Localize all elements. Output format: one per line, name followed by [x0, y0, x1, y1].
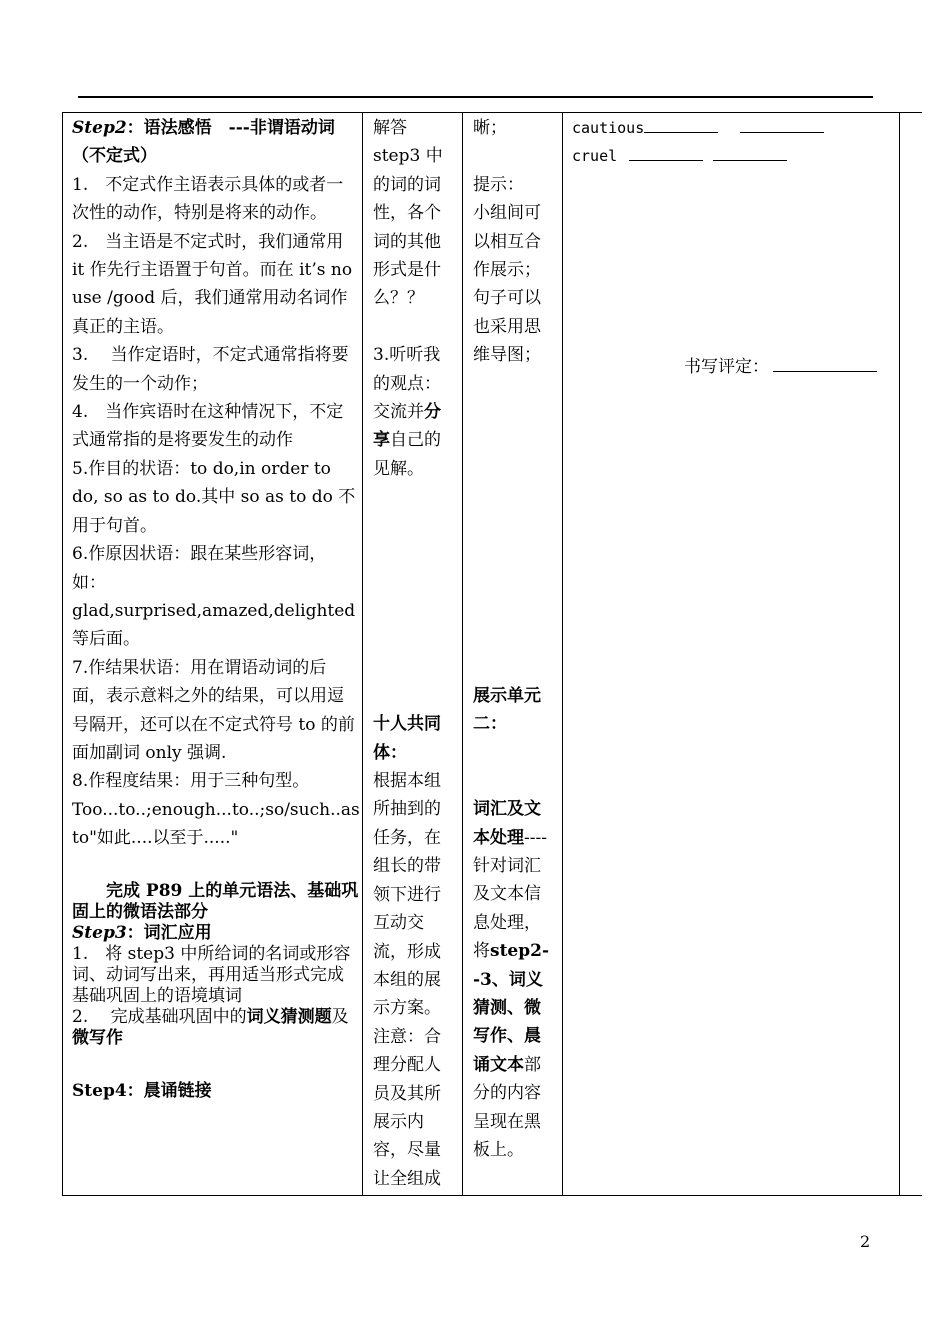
answer-blank[interactable] — [644, 118, 718, 133]
activity-item-3: 3.听听我的观点：交流并分享自己的见解。 — [373, 345, 441, 479]
notes-top: 晰； — [473, 118, 507, 138]
header-rule — [78, 96, 873, 98]
answer-blank[interactable] — [713, 146, 787, 161]
step3-heading: Step3：词汇应用 — [72, 922, 212, 943]
word-row-cruel: cruel — [572, 142, 902, 170]
table-border-left — [62, 112, 63, 1196]
grammar-point-7: 7.作结果状语：用在谓语动词的后面，表示意料之外的结果，可以用逗号隔开，还可以在不定式符号 to 的前面加副词 only 强调. — [72, 657, 355, 763]
grammar-point-8: 8.作程度结果：用于三种句型。Too...to..;enough...to..;so/such..as to"如此....以至于....." — [72, 771, 360, 849]
grammar-point-6: 6.作原因状语：跟在某些形容词，如： — [72, 544, 327, 593]
column-divider-1 — [362, 112, 363, 1196]
step2-heading: Step2：语法感悟 ---非谓语动词（不定式） — [72, 118, 335, 167]
column-divider-3 — [562, 112, 563, 1196]
grammar-point-6-examples: glad,surprised,amazed,delighted 等后面。 — [72, 600, 356, 650]
vocab-text: 词汇及文本处理----针对词汇及文本信息处理，将step2--3、词义猜测、微写作、晨诵文本部分的内容呈现在黑板上。 — [473, 799, 550, 1161]
grammar-point-1: 1. 不定式作主语表示具体的或者一次性的动作，特别是将来的动作。 — [72, 174, 344, 224]
exercise-column — [572, 114, 902, 170]
column-divider-4 — [899, 112, 900, 1196]
activity-intro: 解答 step3 中的词的词性，各个词的其他形式是什么？？ — [373, 118, 443, 309]
grammar-point-4: 4. 当作宾语时在这种情况下，不定式通常指的是将要发生的动作 — [72, 402, 344, 451]
group-title: 十人共同体： — [373, 714, 441, 763]
grammar-point-5: 5.作目的状语：to do,in order to do, so as to do.其中 so as to do 不用于句首。 — [72, 458, 356, 536]
task-instruction: 完成 P89 上的单元语法、基础巩固上的微语法部分 — [72, 880, 359, 922]
table-top-border — [62, 112, 922, 113]
step3-item-2: 2. 完成基础巩固中的词义猜测题及微写作 — [72, 1006, 349, 1048]
grammar-point-3: 3. 当作定语时，不定式通常指将要发生的一个动作； — [72, 345, 349, 394]
answer-blank[interactable] — [740, 118, 824, 133]
step3-item-1: 1. 将 step3 中所给词的名词或形容词、动词写出来，再用适当形式完成基础巩固上的语境填词 — [72, 943, 351, 1006]
student-activity-column — [373, 114, 453, 1193]
table-bottom-border — [62, 1195, 922, 1196]
column-divider-2 — [462, 112, 463, 1196]
notes-column — [473, 114, 555, 1165]
writing-score: 书写评定： — [684, 352, 877, 377]
page-number: 2 — [860, 1232, 871, 1251]
score-blank[interactable] — [773, 357, 877, 372]
word-row-cautious: cautious — [572, 114, 902, 142]
group-text: 根据本组所抽到的任务，在组长的带领下进行互动交流，形成本组的展示方案。注意：合理分配人员及其所展示内容，尽量让全组成 — [373, 771, 441, 1189]
unit-title: 展示单元二： — [473, 685, 541, 735]
lesson-plan-table — [62, 112, 922, 1196]
hint-label: 提示： — [473, 174, 524, 195]
step4-heading: Step4：晨诵链接 — [72, 1081, 212, 1102]
grammar-column — [72, 114, 360, 1106]
answer-blank[interactable] — [629, 146, 703, 161]
hint-text: 小组间可以相互合作展示；句子可以也采用思维导图； — [473, 203, 541, 366]
grammar-point-2: 2. 当主语是不定式时，我们通常用 it 作先行主语置于句首。而在 it’s no use /good 后，我们通常用动名词作真正的主语。 — [72, 231, 353, 337]
